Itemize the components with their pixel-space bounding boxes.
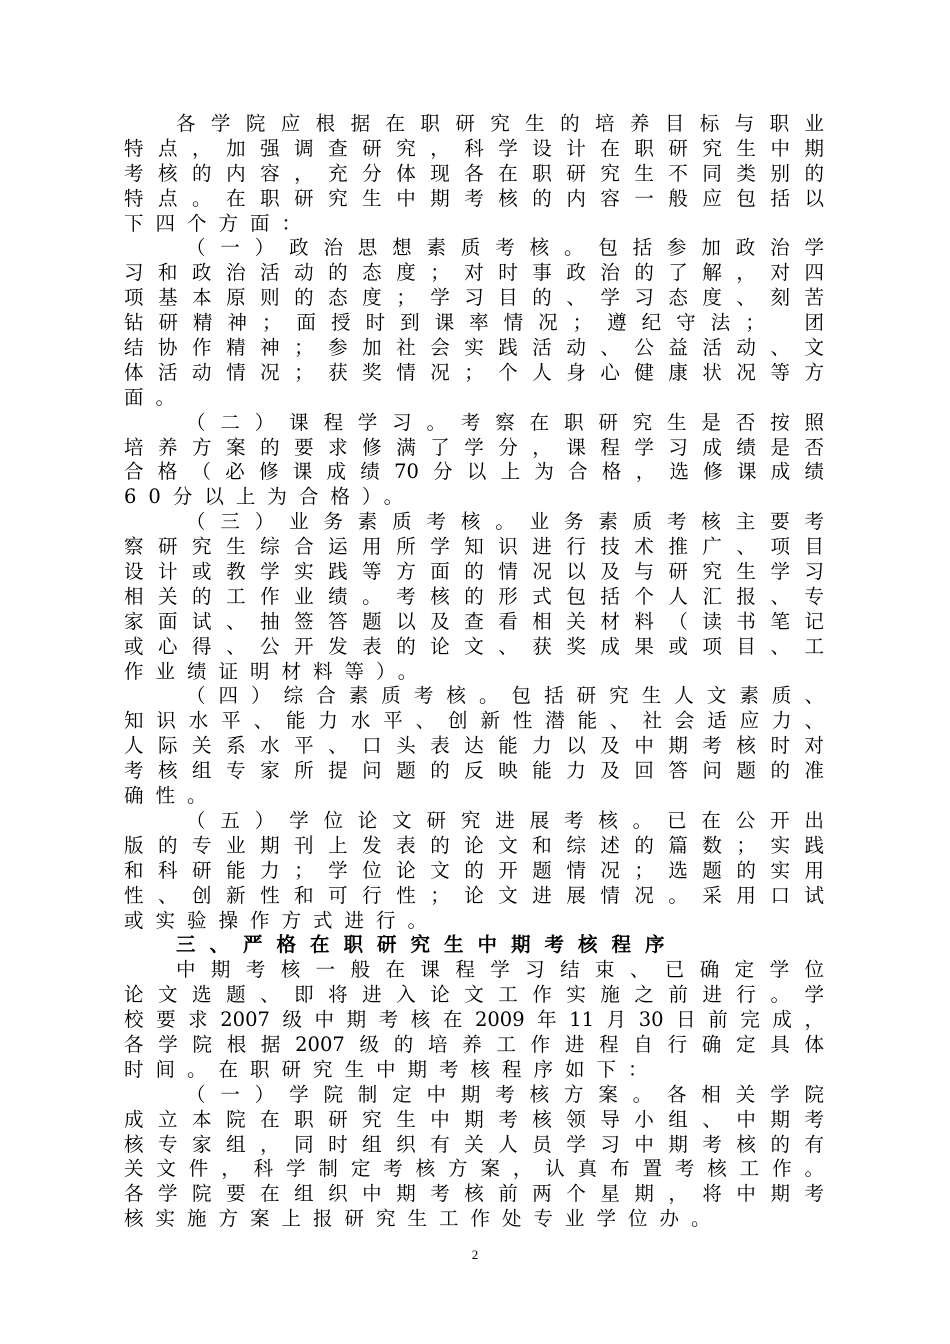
text-line: 论文选题、即将进入论文工作实施之前进行。学 — [124, 983, 824, 1007]
text-line: 各学院应根据在职研究生的培养目标与职业 — [176, 112, 824, 135]
text-line: 性、创新性和可行性；论文进展情况。采用口试 — [124, 883, 824, 907]
text-line: 合格（必修课成绩70分以上为合格，选修课成绩 — [124, 460, 824, 484]
paragraph-professional — [124, 510, 824, 684]
paragraph-courses — [124, 411, 824, 511]
text-line: 面。 — [124, 385, 188, 409]
text-line: 特点，加强调查研究，科学设计在职研究生中期 — [124, 136, 824, 160]
section-heading: 三、严格在职研究生中期考核程序 — [176, 933, 679, 957]
text-line: 知识水平、能力水平、创新性潜能、社会适应力、 — [124, 709, 824, 733]
paragraph-political — [124, 236, 824, 410]
document-body — [124, 112, 824, 1232]
text-line: 校要求2007级中期考核在2009年11月30日前完成， — [124, 1008, 824, 1032]
text-line: 考核组专家所提问题的反映能力及回答问题的准 — [124, 759, 824, 783]
text-line: （三）业务素质考核。业务素质考核主要考 — [186, 510, 824, 534]
text-line: 核实施方案上报研究生工作处专业学位办。 — [124, 1207, 723, 1231]
text-line: （一）学院制定中期考核方案。各相关学院 — [186, 1082, 824, 1106]
text-line: （四）综合素质考核。包括研究生人文素质、 — [186, 684, 824, 708]
paragraph-thesis — [124, 809, 824, 933]
paragraph-intro — [124, 112, 824, 236]
text-line: 项基本原则的态度；学习目的、学习态度、刻苦 — [124, 286, 824, 310]
text-line: 钻研精神；面授时到课率情况；遵纪守法； 团 — [124, 311, 824, 335]
text-line: 核专家组，同时组织有关人员学习中期考核的有 — [124, 1132, 824, 1156]
text-line: 培养方案的要求修满了学分，课程学习成绩是否 — [124, 435, 824, 459]
text-line: 确性。 — [124, 784, 219, 808]
paragraph-comprehensive — [124, 684, 824, 808]
text-line: （一）政治思想素质考核。包括参加政治学 — [186, 236, 824, 260]
text-line: （五）学位论文研究进展考核。已在公开出 — [186, 808, 824, 832]
text-line: 习和政治活动的态度；对时事政治的了解，对四 — [124, 261, 824, 285]
text-line: 结协作精神；参加社会实践活动、公益活动、文 — [124, 336, 824, 360]
text-line: 家面试、抽签答题以及查看相关材料（读书笔记 — [124, 609, 824, 633]
text-line: 下四个方面： — [124, 211, 314, 235]
text-line: 相关的工作业绩。考核的形式包括个人汇报、专 — [124, 584, 824, 608]
text-line: 时间。在职研究生中期考核程序如下： — [124, 1057, 660, 1081]
text-line: 和科研能力；学位论文的开题情况；选题的实用 — [124, 858, 824, 882]
text-line: 体活动情况；获奖情况；个人身心健康状况等方 — [124, 360, 824, 384]
text-line: 考核的内容，充分体现各在职研究生不同类别的 — [124, 161, 824, 185]
text-line: 人际关系水平、口头表达能力以及中期考核时对 — [124, 734, 824, 758]
text-line: 60分以上为合格）。 — [124, 485, 416, 509]
text-line: 特点。在职研究生中期考核的内容一般应包括以 — [124, 186, 824, 210]
text-line: 各学院根据2007级的培养工作进程自行确定具体 — [124, 1032, 824, 1056]
text-line: 设计或教学实践等方面的情况以及与研究生学习 — [124, 560, 824, 584]
paragraph-timing — [124, 958, 824, 1082]
text-line: （二）课程学习。考察在职研究生是否按照 — [186, 410, 824, 434]
paragraph-plan — [124, 1083, 824, 1232]
text-line: 中期考核一般在课程学习结束、已确定学位 — [176, 958, 824, 982]
text-line: 成立本院在职研究生中期考核领导小组、中期考 — [124, 1107, 824, 1131]
text-line: 察研究生综合运用所学知识进行技术推广、项目 — [124, 535, 824, 559]
text-line: 关文件，科学制定考核方案，认真布置考核工作。 — [124, 1157, 824, 1181]
page-number: 2 — [471, 1247, 479, 1262]
text-line: 作业绩证明材料等）。 — [124, 659, 430, 683]
text-line: 各学院要在组织中期考核前两个星期，将中期考 — [124, 1182, 824, 1206]
text-line: 或心得、公开发表的论文、获奖成果或项目、工 — [124, 634, 824, 658]
text-line: 或实验操作方式进行。 — [124, 908, 440, 932]
text-line: 版的专业期刊上发表的论文和综述的篇数；实践 — [124, 833, 824, 857]
